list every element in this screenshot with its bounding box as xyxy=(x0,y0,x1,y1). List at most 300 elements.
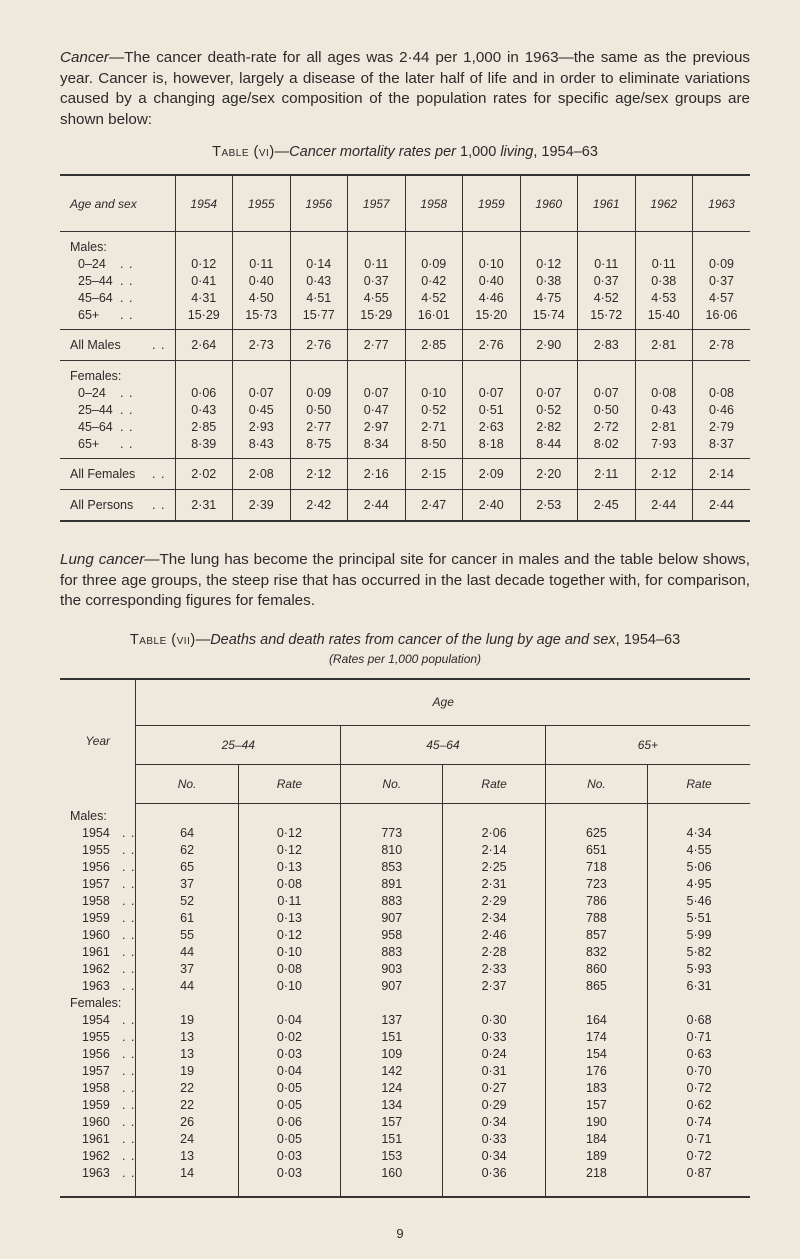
year-value: 1954 xyxy=(82,1013,110,1027)
rate-cell: 8·50 xyxy=(405,435,463,459)
table7-header-age-row xyxy=(60,679,750,726)
empty-cell xyxy=(463,361,521,385)
count-cell: 26 xyxy=(136,1114,238,1131)
empty-cell xyxy=(136,803,238,825)
rate-cell: 4·51 xyxy=(290,289,348,306)
rate-cell: 2·14 xyxy=(443,842,545,859)
rate-cell: 0·27 xyxy=(443,1080,545,1097)
rate-cell: 2·02 xyxy=(175,459,233,490)
rate-cell: 6·31 xyxy=(648,978,750,995)
table-row xyxy=(60,842,750,859)
rate-cell: 0·05 xyxy=(238,1080,340,1097)
rate-cell: 0·13 xyxy=(238,910,340,927)
rate-cell: 8·75 xyxy=(290,435,348,459)
age-group: 45–64 xyxy=(78,419,113,434)
count-cell: 22 xyxy=(136,1097,238,1114)
count-cell: 853 xyxy=(341,859,443,876)
empty-cell xyxy=(238,803,340,825)
leader-dots: . . xyxy=(120,256,134,271)
table-row xyxy=(60,1097,750,1114)
empty-cell xyxy=(693,361,751,385)
table7-label: Table (vii) xyxy=(129,631,196,648)
rate-cell: 0·47 xyxy=(348,401,406,418)
rate-cell: 8·02 xyxy=(578,435,636,459)
rate-cell: 0·10 xyxy=(238,978,340,995)
count-cell: 13 xyxy=(136,1148,238,1165)
count-cell: 718 xyxy=(545,859,647,876)
rate-cell: 0·46 xyxy=(693,401,751,418)
year-label xyxy=(60,1097,136,1114)
rate-cell: 0·52 xyxy=(405,401,463,418)
rate-cell: 7·93 xyxy=(635,435,693,459)
empty-cell xyxy=(238,995,340,1012)
rate-cell: 15·40 xyxy=(635,306,693,330)
count-cell: 773 xyxy=(341,825,443,842)
rate-cell: 5·46 xyxy=(648,893,750,910)
year-value: 1962 xyxy=(82,962,110,976)
rate-cell: 0·62 xyxy=(648,1097,750,1114)
year-label xyxy=(60,1114,136,1131)
rate-cell: 2·08 xyxy=(233,459,291,490)
year-value: 1955 xyxy=(82,1030,110,1044)
rate-cell: 2·79 xyxy=(693,418,751,435)
rate-cell: 0·50 xyxy=(290,401,348,418)
rate-cell: 15·73 xyxy=(233,306,291,330)
rate-cell: 0·24 xyxy=(443,1046,545,1063)
rate-cell: 0·06 xyxy=(238,1114,340,1131)
rate-cell: 0·05 xyxy=(238,1131,340,1148)
count-cell: 13 xyxy=(136,1029,238,1046)
group-label: Females: xyxy=(70,368,122,383)
count-cell: 891 xyxy=(341,876,443,893)
rate-cell: 2·81 xyxy=(635,418,693,435)
rate-cell: 0·11 xyxy=(578,255,636,272)
table-row xyxy=(60,1063,750,1080)
table7-title: —Deaths and death rates from cancer of the lung by age and sex xyxy=(195,631,616,648)
empty-cell xyxy=(175,232,233,256)
rate-cell: 0·09 xyxy=(290,384,348,401)
page-content xyxy=(60,48,750,1198)
count-cell: 151 xyxy=(341,1131,443,1148)
rate-cell: 0·52 xyxy=(520,401,578,418)
count-cell: 723 xyxy=(545,876,647,893)
group-label-row xyxy=(60,995,750,1012)
empty-cell xyxy=(635,232,693,256)
rate-cell: 0·11 xyxy=(635,255,693,272)
cancer-lead: Cancer xyxy=(60,49,109,66)
table6-header-row xyxy=(60,175,750,232)
rate-cell: 0·40 xyxy=(233,272,291,289)
year-header: 1958 xyxy=(405,175,463,232)
table-row xyxy=(60,1148,750,1165)
summary-text: All Persons xyxy=(70,498,134,512)
leader-dots: . . xyxy=(122,1098,136,1112)
rate-cell: 2·82 xyxy=(520,418,578,435)
cancer-mortality-table xyxy=(60,174,750,522)
year-value: 1963 xyxy=(82,1166,110,1180)
year-header: 1957 xyxy=(348,175,406,232)
count-cell: 109 xyxy=(341,1046,443,1063)
rate-cell: 8·34 xyxy=(348,435,406,459)
table-row xyxy=(60,1165,750,1197)
year-value: 1958 xyxy=(82,894,110,908)
rate-cell: 0·11 xyxy=(238,893,340,910)
rate-cell: 2·34 xyxy=(443,910,545,927)
age-group-header: 65+ xyxy=(545,725,750,764)
count-cell: 857 xyxy=(545,927,647,944)
rate-cell: 2·15 xyxy=(405,459,463,490)
rate-cell: 16·06 xyxy=(693,306,751,330)
rate-cell: 2·28 xyxy=(443,944,545,961)
rate-cell: 0·04 xyxy=(238,1012,340,1029)
rate-cell: 0·51 xyxy=(463,401,521,418)
summary-row xyxy=(60,490,750,522)
rate-cell: 2·14 xyxy=(693,459,751,490)
empty-cell xyxy=(545,803,647,825)
lung-cancer-table xyxy=(60,678,750,1198)
empty-cell xyxy=(648,995,750,1012)
lung-lead: Lung cancer xyxy=(60,551,145,568)
empty-cell xyxy=(341,803,443,825)
group-label-row xyxy=(60,803,750,825)
rate-cell: 4·53 xyxy=(635,289,693,306)
count-cell: 860 xyxy=(545,961,647,978)
rate-cell: 0·03 xyxy=(238,1148,340,1165)
rate-cell: 5·82 xyxy=(648,944,750,961)
table-row xyxy=(60,1046,750,1063)
count-cell: 154 xyxy=(545,1046,647,1063)
rate-cell: 2·77 xyxy=(290,418,348,435)
rate-cell: 4·34 xyxy=(648,825,750,842)
rate-cell: 0·10 xyxy=(405,384,463,401)
count-cell: 137 xyxy=(341,1012,443,1029)
rate-cell: 0·12 xyxy=(238,842,340,859)
rate-cell: 0·38 xyxy=(635,272,693,289)
age-group: 45–64 xyxy=(78,290,113,305)
rate-cell: 8·18 xyxy=(463,435,521,459)
count-cell: 183 xyxy=(545,1080,647,1097)
table-row xyxy=(60,944,750,961)
age-label xyxy=(60,435,175,459)
rate-cell: 2·11 xyxy=(578,459,636,490)
age-sex-header: Age and sex xyxy=(60,175,175,232)
leader-dots: . . xyxy=(120,385,134,400)
age-label xyxy=(60,255,175,272)
rate-cell: 0·07 xyxy=(348,384,406,401)
table-row xyxy=(60,876,750,893)
table-row xyxy=(60,978,750,995)
rate-cell: 0·45 xyxy=(233,401,291,418)
table-row xyxy=(60,1131,750,1148)
year-value: 1956 xyxy=(82,860,110,874)
count-cell: 153 xyxy=(341,1148,443,1165)
year-value: 1961 xyxy=(82,945,110,959)
empty-cell xyxy=(175,361,233,385)
year-value: 1957 xyxy=(82,877,110,891)
rate-cell: 0·71 xyxy=(648,1029,750,1046)
table-row xyxy=(60,1029,750,1046)
summary-label xyxy=(60,490,175,522)
count-cell: 62 xyxy=(136,842,238,859)
rate-cell: 2·25 xyxy=(443,859,545,876)
age-group: 65+ xyxy=(78,436,100,451)
leader-dots: . . xyxy=(122,945,136,959)
rate-cell: 2·71 xyxy=(405,418,463,435)
count-cell: 19 xyxy=(136,1012,238,1029)
rate-cell: 2·12 xyxy=(635,459,693,490)
rate-cell: 8·43 xyxy=(233,435,291,459)
leader-dots: . . xyxy=(122,1132,136,1146)
rate-cell: 0·30 xyxy=(443,1012,545,1029)
rate-cell: 0·71 xyxy=(648,1131,750,1148)
no-header: No. xyxy=(545,764,647,803)
year-value: 1959 xyxy=(82,1098,110,1112)
empty-cell xyxy=(290,361,348,385)
leader-dots: . . xyxy=(122,877,136,891)
year-value: 1959 xyxy=(82,911,110,925)
table-row xyxy=(60,1012,750,1029)
count-cell: 174 xyxy=(545,1029,647,1046)
age-group: 25–44 xyxy=(78,402,113,417)
age-label xyxy=(60,401,175,418)
rate-cell: 2·44 xyxy=(635,490,693,522)
leader-dots: . . xyxy=(122,1115,136,1129)
empty-cell xyxy=(545,995,647,1012)
rate-cell: 5·99 xyxy=(648,927,750,944)
age-group-header: 25–44 xyxy=(136,725,341,764)
count-cell: 44 xyxy=(136,978,238,995)
table-row xyxy=(60,289,750,306)
table-row xyxy=(60,272,750,289)
rate-cell: 0·02 xyxy=(238,1029,340,1046)
rate-cell: 0·72 xyxy=(648,1148,750,1165)
rate-cell: 0·08 xyxy=(238,961,340,978)
table-row xyxy=(60,910,750,927)
rate-cell: 4·52 xyxy=(405,289,463,306)
leader-dots: . . xyxy=(122,894,136,908)
rate-cell: 0·09 xyxy=(693,255,751,272)
rate-cell: 4·57 xyxy=(693,289,751,306)
age-group: 25–44 xyxy=(78,273,113,288)
rate-cell: 2·31 xyxy=(175,490,233,522)
rate-cell: 0·33 xyxy=(443,1029,545,1046)
table-row xyxy=(60,384,750,401)
rate-cell: 2·45 xyxy=(578,490,636,522)
table6-title-b: living xyxy=(500,144,534,160)
empty-cell xyxy=(693,232,751,256)
count-cell: 865 xyxy=(545,978,647,995)
group-label: Males: xyxy=(70,808,107,823)
count-cell: 55 xyxy=(136,927,238,944)
year-value: 1954 xyxy=(82,826,110,840)
table6-caption xyxy=(60,144,750,160)
empty-cell xyxy=(290,232,348,256)
age-group: 65+ xyxy=(78,307,100,322)
count-cell: 14 xyxy=(136,1165,238,1197)
leader-dots: . . xyxy=(120,436,134,451)
rate-cell: 2·93 xyxy=(233,418,291,435)
leader-dots: . . xyxy=(122,1013,136,1027)
rate-cell: 0·63 xyxy=(648,1046,750,1063)
rate-cell: 0·07 xyxy=(463,384,521,401)
rate-cell: 0·68 xyxy=(648,1012,750,1029)
age-group: 0–24 xyxy=(78,256,106,271)
count-cell: 903 xyxy=(341,961,443,978)
leader-dots: . . xyxy=(122,1149,136,1163)
rate-cell: 0·37 xyxy=(693,272,751,289)
rate-cell: 4·95 xyxy=(648,876,750,893)
rate-cell: 2·78 xyxy=(693,330,751,361)
rate-cell: 0·05 xyxy=(238,1097,340,1114)
rate-cell: 0·12 xyxy=(238,825,340,842)
year-label xyxy=(60,910,136,927)
year-label xyxy=(60,859,136,876)
count-cell: 907 xyxy=(341,978,443,995)
empty-cell xyxy=(578,361,636,385)
empty-cell xyxy=(348,361,406,385)
rate-cell: 15·20 xyxy=(463,306,521,330)
rate-cell: 2·20 xyxy=(520,459,578,490)
count-cell: 190 xyxy=(545,1114,647,1131)
rate-cell: 2·47 xyxy=(405,490,463,522)
table-row xyxy=(60,825,750,842)
rate-cell: 5·06 xyxy=(648,859,750,876)
rate-cell: 0·08 xyxy=(693,384,751,401)
rate-cell: 2·29 xyxy=(443,893,545,910)
rate-cell: 5·93 xyxy=(648,961,750,978)
rate-cell: 0·08 xyxy=(635,384,693,401)
rate-cell: 0·33 xyxy=(443,1131,545,1148)
rate-cell: 0·11 xyxy=(348,255,406,272)
rate-cell: 15·77 xyxy=(290,306,348,330)
rate-cell: 2·63 xyxy=(463,418,521,435)
count-cell: 142 xyxy=(341,1063,443,1080)
leader-dots: . . xyxy=(122,979,136,993)
rate-cell: 0·40 xyxy=(463,272,521,289)
empty-cell xyxy=(463,232,521,256)
rate-cell: 0·03 xyxy=(238,1046,340,1063)
leader-dots: . . xyxy=(122,962,136,976)
count-cell: 13 xyxy=(136,1046,238,1063)
year-header: 1955 xyxy=(233,175,291,232)
year-value: 1962 xyxy=(82,1149,110,1163)
age-label xyxy=(60,384,175,401)
rate-cell: 4·46 xyxy=(463,289,521,306)
empty-cell xyxy=(233,232,291,256)
leader-dots: . . xyxy=(120,402,134,417)
rate-cell: 2·64 xyxy=(175,330,233,361)
leader-dots: . . xyxy=(122,911,136,925)
count-cell: 37 xyxy=(136,961,238,978)
rate-cell: 2·90 xyxy=(520,330,578,361)
summary-row xyxy=(60,459,750,490)
rate-cell: 4·52 xyxy=(578,289,636,306)
rate-cell: 8·39 xyxy=(175,435,233,459)
table6-title-num: 1,000 xyxy=(460,144,501,160)
count-cell: 218 xyxy=(545,1165,647,1197)
rate-cell: 0·07 xyxy=(233,384,291,401)
table-row xyxy=(60,255,750,272)
table-row xyxy=(60,1080,750,1097)
empty-cell xyxy=(405,361,463,385)
year-label xyxy=(60,1063,136,1080)
group-label: Females: xyxy=(70,996,122,1010)
rate-cell: 2·31 xyxy=(443,876,545,893)
rate-cell: 2·42 xyxy=(290,490,348,522)
rate-cell: 0·12 xyxy=(175,255,233,272)
table-row xyxy=(60,893,750,910)
year-label xyxy=(60,1148,136,1165)
year-header: 1961 xyxy=(578,175,636,232)
count-cell: 907 xyxy=(341,910,443,927)
year-value: 1955 xyxy=(82,843,110,857)
year-value: 1960 xyxy=(82,1115,110,1129)
leader-dots: . . xyxy=(120,419,134,434)
rate-cell: 2·40 xyxy=(463,490,521,522)
rate-cell: 2·97 xyxy=(348,418,406,435)
empty-cell xyxy=(405,232,463,256)
year-header: 1963 xyxy=(693,175,751,232)
rate-cell: 2·73 xyxy=(233,330,291,361)
year-label xyxy=(60,1080,136,1097)
rate-cell: 2·06 xyxy=(443,825,545,842)
rate-cell: 0·42 xyxy=(405,272,463,289)
summary-label xyxy=(60,330,175,361)
count-cell: 19 xyxy=(136,1063,238,1080)
table7-caption xyxy=(60,632,750,648)
rate-cell: 5·51 xyxy=(648,910,750,927)
rate-cell: 2·37 xyxy=(443,978,545,995)
leader-dots: . . xyxy=(120,290,134,305)
count-cell: 24 xyxy=(136,1131,238,1148)
rate-cell: 2·85 xyxy=(405,330,463,361)
rate-cell: 2·39 xyxy=(233,490,291,522)
empty-cell xyxy=(136,995,238,1012)
count-cell: 786 xyxy=(545,893,647,910)
rate-cell: 0·41 xyxy=(175,272,233,289)
count-cell: 810 xyxy=(341,842,443,859)
rate-cell: 2·77 xyxy=(348,330,406,361)
count-cell: 44 xyxy=(136,944,238,961)
rate-cell: 0·43 xyxy=(175,401,233,418)
lung-paragraph xyxy=(60,550,750,612)
year-value: 1963 xyxy=(82,979,110,993)
year-label xyxy=(60,1046,136,1063)
leader-dots: . . xyxy=(122,1081,136,1095)
cancer-text: —The cancer death-rate for all ages was 2·44 per 1,000 in 1963—the same as the previous year. Cancer is, however, largely a disease of the later half of life and in order to eliminate variations caused by a changing age/sex composition of the population rates for specific age/sex groups are shown below: xyxy=(60,49,750,128)
year-value: 1960 xyxy=(82,928,110,942)
rate-cell: 0·37 xyxy=(348,272,406,289)
year-label xyxy=(60,893,136,910)
year-label xyxy=(60,1029,136,1046)
leader-dots: . . xyxy=(122,1047,136,1061)
count-cell: 65 xyxy=(136,859,238,876)
rate-cell: 8·37 xyxy=(693,435,751,459)
count-cell: 37 xyxy=(136,876,238,893)
leader-dots: . . xyxy=(152,338,166,352)
table-row xyxy=(60,961,750,978)
count-cell: 788 xyxy=(545,910,647,927)
rate-cell: 0·74 xyxy=(648,1114,750,1131)
rate-cell: 2·46 xyxy=(443,927,545,944)
rate-cell: 0·13 xyxy=(238,859,340,876)
empty-cell xyxy=(233,361,291,385)
rate-cell: 0·37 xyxy=(578,272,636,289)
count-cell: 151 xyxy=(341,1029,443,1046)
rate-cell: 2·72 xyxy=(578,418,636,435)
leader-dots: . . xyxy=(122,843,136,857)
count-cell: 160 xyxy=(341,1165,443,1197)
